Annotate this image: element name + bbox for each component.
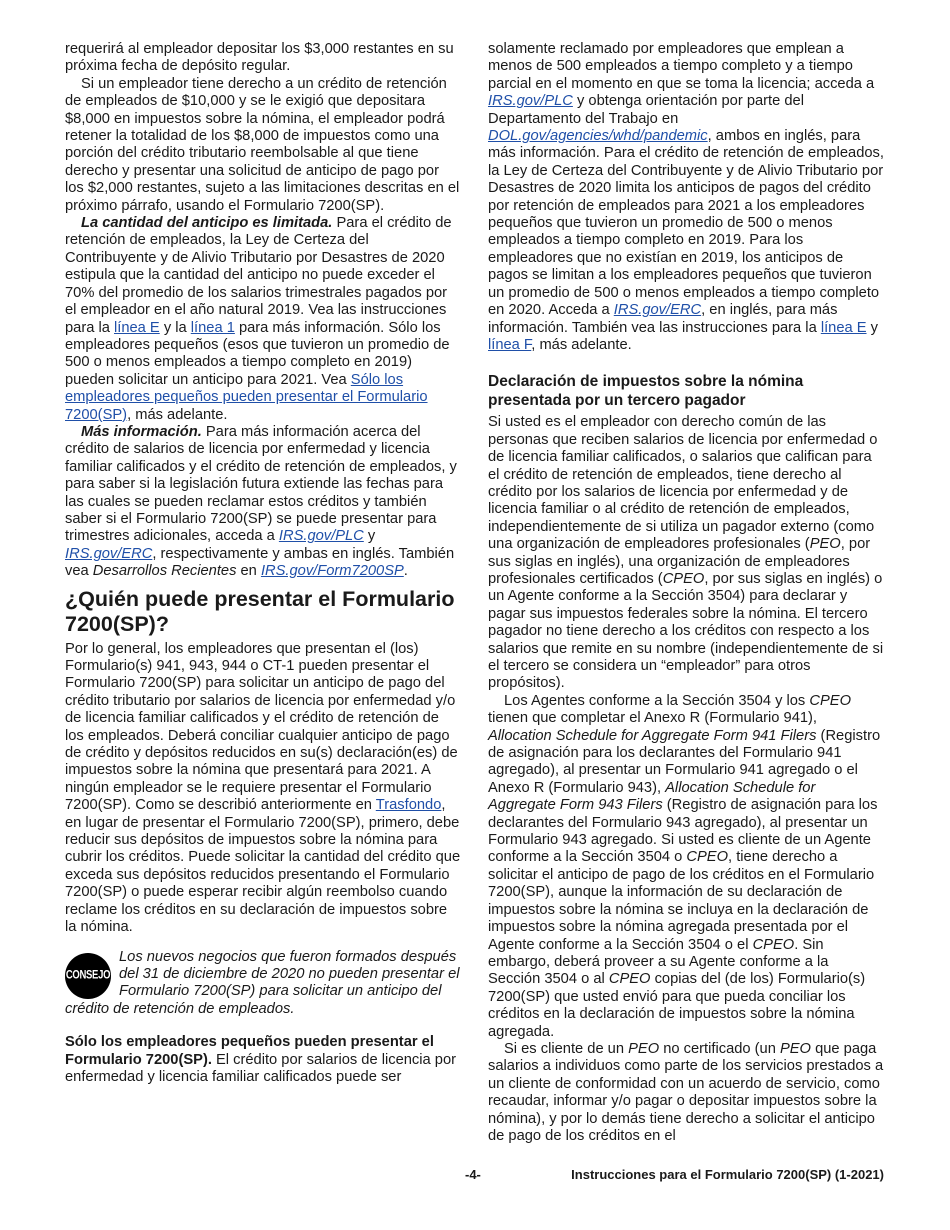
text: Para el crédito de retención de empleados, la Ley de Certeza del Contribuyente y de Alivio Tributario por Desastres de 2020 estipula que la cantidad del anticipo no puede exceder el 70% del promedio de los salarios trimestrales pagados por el empleador en el año natural 2019. Vea las instrucciones para la xyxy=(65,215,452,336)
text: Desarrollos Recientes xyxy=(92,563,237,580)
section-heading-third-party: Declaración de impuestos sobre la nómina presentada por un tercero pagador xyxy=(488,373,804,410)
text: tienen que completar el Anexo R (Formulario 941), xyxy=(488,710,818,727)
paragraph-more-info xyxy=(65,424,461,581)
text: El crédito por salarios de licencia por enfermedad y licencia familiar calificados puede ser xyxy=(65,1051,457,1085)
text: Para más información acerca del crédito de salarios de licencia por enfermedad y licencia familiar calificados y el crédito de retención de empleados, y para saber si la legislación futura extiende las fechas para las cuales se pueden reclamar estos créditos y también saber si el Formulario 7200(SP) se puede presentar para trimestres adicionales, acceda a xyxy=(65,423,457,545)
paragraph: Si un empleador tiene derecho a un crédito de retención de empleados de $10,000 y se le exigió que depositara $8,000 en impuestos sobre la nómina, el empleador podrá retener la totalidad de los $8,000 de impuestos como una porción del crédito tributario reembolsable al que tiene derecho y presentar una solicitud de anticipo de pago por los $2,000 restantes, sujeto a las limitaciones descritas en el próximo párrafo, usando el Formulario 7200(SP). xyxy=(65,75,460,214)
link-irs-form7200sp[interactable]: IRS.gov/Form7200SP xyxy=(260,563,404,580)
text: no certificado (un xyxy=(659,1040,780,1057)
section-heading-who-can-file: ¿Quién puede presentar el Formulario 7200(SP)? xyxy=(65,586,455,636)
text: Si usted es el empleador con derecho común de las personas que reciben salarios de licencia por enfermedad o de licencia familiar calificados, o salarios que califican para el crédito de retención de empleados, tiene derecho al crédito por los salarios de licencia por enfermedad y de licencia familiar o al crédito de retención de empleados, independientemente de si utiliza un pagador externo (como una organización de empleadores profesionales ( xyxy=(488,414,878,553)
tip-box xyxy=(65,949,461,1019)
text: , por sus siglas en inglés) o un Agente conforme a la Sección 3504) para declarar y pagar sus impuestos federales sobre la nómina. El tercero pagador no tiene derecho a los créditos con respecto a los salarios que remite en su nombre (independientemente de si el tercero se considera un “empleador” para otros propósitos). xyxy=(488,570,884,692)
text: CPEO xyxy=(809,692,851,709)
text: , en lugar de presentar el Formulario 7200(SP), primero, debe reducir sus depósitos de impuestos sobre la nómina para cubrir los créditos. Puede solicitar la cantidad del crédito que exceda sus depósitos reducidos presentando el Formulario 7200(SP) o puede esperar recibir algún reembolso cuando reclame los créditos en su declaración de impuestos sobre la nómina. xyxy=(65,797,461,936)
link-linea-e[interactable]: línea E xyxy=(114,319,160,336)
text: CPEO xyxy=(608,971,651,988)
consejo-icon xyxy=(65,953,111,999)
text: copias del (de los) Formulario(s) 7200(SP) que usted envió para que pueda conciliar los créditos en la declaración de impuestos sobre la nómina agregada. xyxy=(488,971,866,1040)
text: y xyxy=(363,528,376,545)
link-irs-erc[interactable]: IRS.gov/ERC xyxy=(65,545,153,562)
text: solamente reclamado por empleadores que emplean a menos de 500 empleados a tiempo completo y a tiempo parcial en el momento en que se toma la licencia; acceda a xyxy=(488,41,875,92)
link-trasfondo[interactable]: Trasfondo xyxy=(375,797,442,814)
text: Allocation Schedule for Aggregate Form 943 Filers xyxy=(488,779,816,814)
link-linea-1[interactable]: línea 1 xyxy=(190,319,235,336)
text: y la xyxy=(159,319,191,336)
text: , ambos en inglés, para más información. Para el crédito de retención de empleados, la Ley de Certeza del Contribuyente y de Alivio Tributario por Desastres de 2020 limita los anticipos de pagos del crédito por retención de empleados para 2021 a los empleadores pequeños que tuvieron un promedio de 500 o menos empleados a tiempo completo en 2019. Para los empleadores que no existían en 2019, los anticipos de pagos se limitan a los empleadores pequeños que tuvieron un promedio de 500 o menos empleados a tiempo completo en 2020. Acceda a xyxy=(488,128,884,319)
link-irs-plc[interactable]: IRS.gov/PLC xyxy=(488,93,573,110)
text: Por lo general, los empleadores que presentan el (los) Formulario(s) 941, 943, 944 o CT-1 pueden presentar el Formulario 7200(SP) para solicitar un anticipo de pago del crédito tributario por salarios de licencia por enfermedad y/o de licencia familiar calificados y el crédito de retención de los empleados. Deberá conciliar cualquier anticipo de pago de crédito y depósitos reducidos en su(s) declaración(es) de impuestos sobre la nómina que presentará para 2021. A ningún empleador se le requiere presentar el Formulario 7200(SP). Como se describió anteriormente en xyxy=(65,640,458,814)
run-in-heading: Sólo los empleadores pequeños pueden presentar el Formulario 7200(SP). xyxy=(65,1034,434,1068)
link-irs-plc[interactable]: IRS.gov/PLC xyxy=(278,528,364,545)
link-linea-e[interactable]: línea E xyxy=(820,319,867,336)
link-irs-erc[interactable]: IRS.gov/ERC xyxy=(613,302,702,319)
text: PEO xyxy=(779,1040,811,1057)
text: para más información. Sólo los empleadores pequeños (esos que tuvieron un promedio de 500 o menos empleados a tiempo completo en 2019) pueden solicitar un anticipo para 2021. Vea xyxy=(65,319,450,388)
text: . xyxy=(403,563,408,580)
text: Si es cliente de un xyxy=(504,1040,629,1057)
tip-icon-label: CONSEJO xyxy=(65,968,111,983)
link-linea-f[interactable]: línea F xyxy=(488,336,532,353)
text: en xyxy=(236,563,261,580)
right-column xyxy=(488,41,884,1145)
text: , respectivamente y ambas en inglés. También vea xyxy=(65,545,455,580)
text: y obtenga orientación por parte del Departamento del Trabajo en xyxy=(488,93,804,127)
text: , más adelante. xyxy=(531,336,632,353)
text: , más adelante. xyxy=(127,406,228,423)
paragraph xyxy=(488,414,884,693)
text: , tiene derecho a solicitar el anticipo de pago de los créditos en el Formulario 7200(SP), aunque la información de su declaración de impuestos sobre la nómina se incluya en la declaración de impuestos sobre la nómina agregada presentada por el Agente conforme a la Sección 3504 o el xyxy=(488,849,875,953)
text: (Registro de asignación para los declarantes del Formulario 941 agregado), al presentar un Formulario 941 agregado o el Anexo R (Formulario 943), xyxy=(488,727,881,796)
text: CPEO xyxy=(662,570,705,587)
text: PEO xyxy=(628,1040,660,1057)
paragraph xyxy=(488,41,884,354)
paragraph-general xyxy=(65,641,461,937)
text: que paga salarios a individuos como parte de los servicios prestados a un cliente de conformidad con un acuerdo de servicio, como recaudar, informar y/o pagar o depositar impuestos sobre la nómina), y por lo demás tiene derecho a solicitar el anticipo de pago de los créditos en el xyxy=(488,1040,884,1144)
link-small-employers[interactable]: Sólo los empleadores pequeños pueden presentar el Formulario 7200(SP) xyxy=(65,371,428,423)
text: , en inglés, para más información. También vea las instrucciones para la xyxy=(488,302,838,336)
run-in-heading: La cantidad del anticipo es limitada. xyxy=(81,215,333,232)
tip-text: Los nuevos negocios que fueron formados después del 31 de diciembre de 2020 no pueden presentar el Formulario 7200(SP) para solicitar un anticipo del crédito de retención de empleados. xyxy=(65,948,460,1017)
text: y xyxy=(866,319,878,336)
run-in-heading: Más información. xyxy=(81,423,202,440)
paragraph: requerirá al empleador depositar los $3,000 restantes en su próxima fecha de depósito regular. xyxy=(65,41,454,75)
text: PEO xyxy=(809,536,841,553)
paragraph xyxy=(488,1041,884,1145)
paragraph-advance-limited xyxy=(65,215,461,424)
text: (Registro de asignación para los declarantes del Formulario 943 agregado), al presentar un Formulario 943 agregado. Si usted es cliente de un Agente conforme a la Sección 3504 o xyxy=(488,797,878,866)
text: Los Agentes conforme a la Sección 3504 y los xyxy=(504,692,810,709)
text: CPEO xyxy=(686,849,729,866)
text: Allocation Schedule for Aggregate Form 941 Filers xyxy=(488,727,817,744)
text: CPEO xyxy=(752,936,795,953)
left-column xyxy=(65,41,461,1086)
paragraph-small-employers xyxy=(65,1034,461,1086)
paragraph xyxy=(488,693,884,1041)
text: . Sin embargo, deberá proveer a su Agente conforme a la Sección 3504 o al xyxy=(488,936,829,988)
text: , por sus siglas en inglés), una organización de empleadores profesionales certificados ( xyxy=(488,536,871,587)
link-dol-pandemic[interactable]: DOL.gov/agencies/whd/pandemic xyxy=(488,128,708,145)
footer-title: Instrucciones para el Formulario 7200(SP) (1-2021) xyxy=(571,1167,884,1182)
page-number: -4- xyxy=(465,1167,481,1182)
